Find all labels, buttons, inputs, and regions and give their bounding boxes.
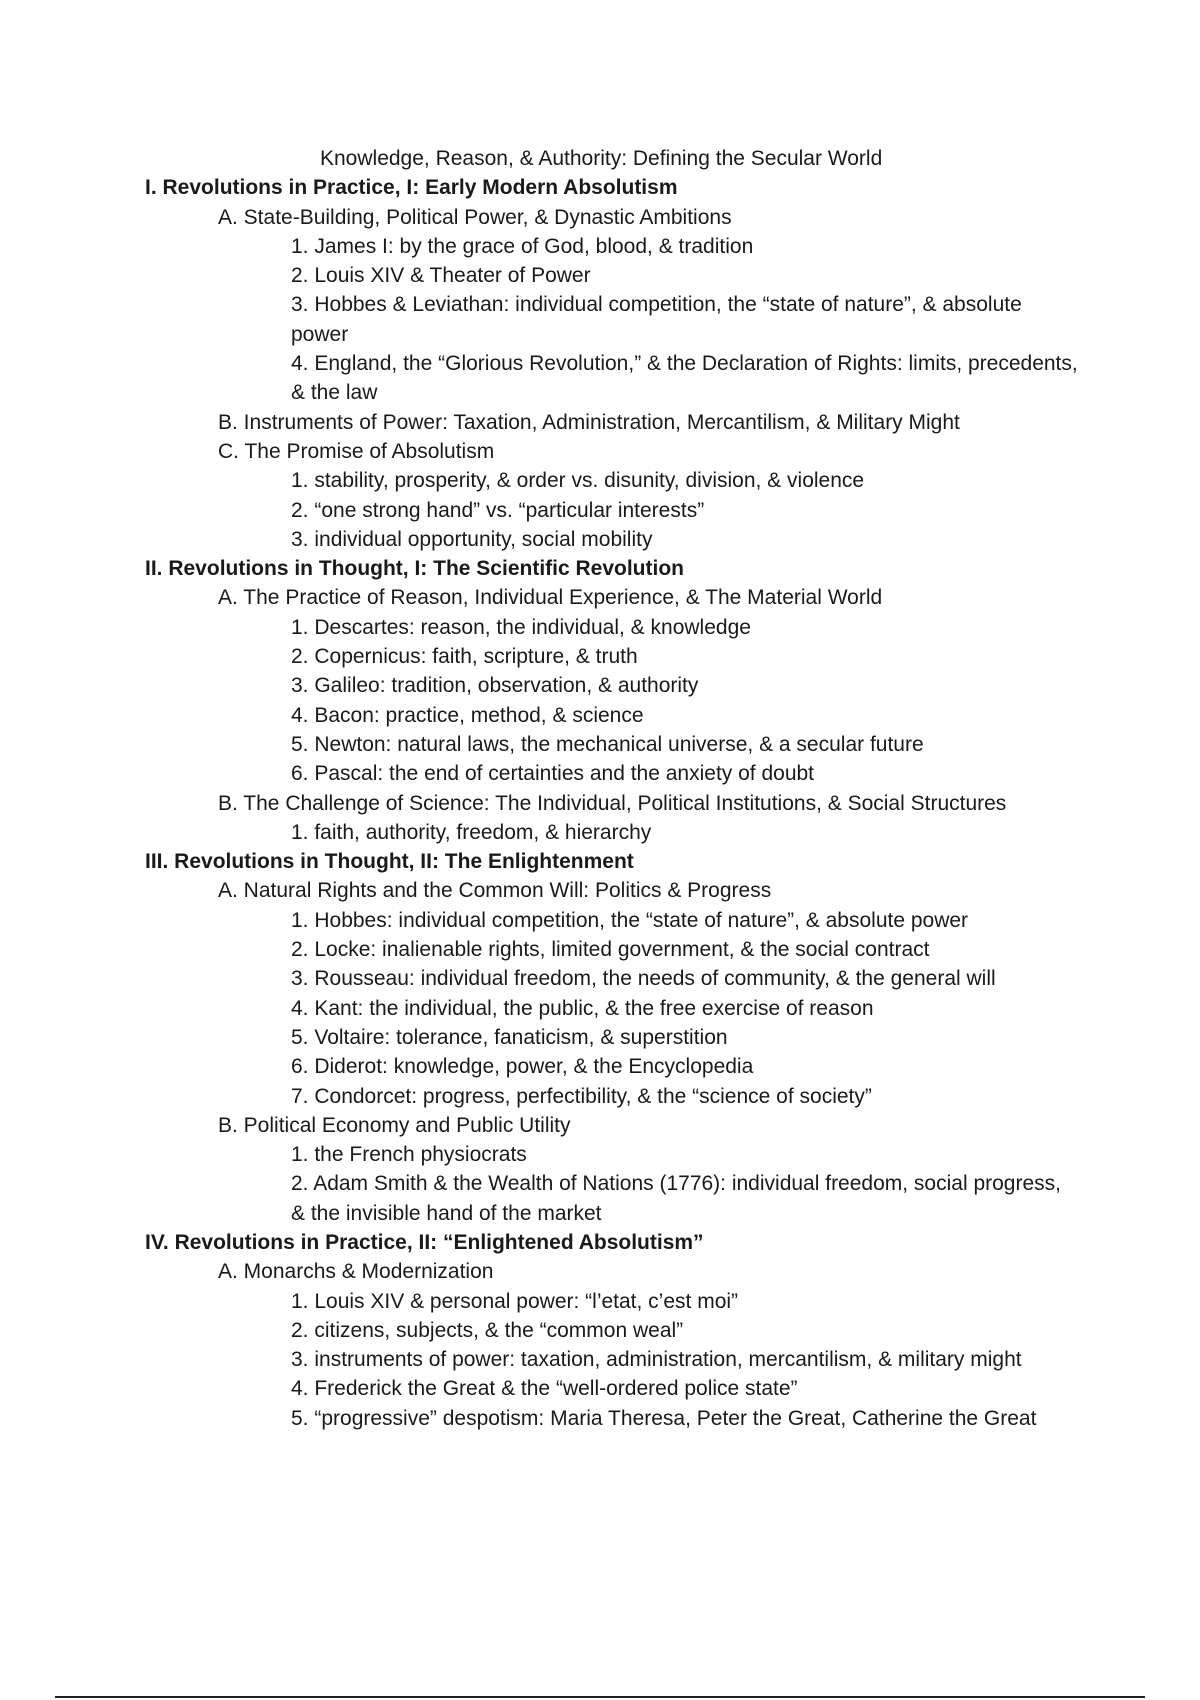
outline-item: 4. England, the “Glorious Revolution,” & the Declaration of Rights: limits, precedents, & the law [291,352,1078,405]
subsection-heading: A. State-Building, Political Power, & Dynastic Ambitions [218,205,732,229]
subsection-heading: A. Monarchs & Modernization [218,1260,494,1284]
subsection-heading: B. The Challenge of Science: The Individual, Political Institutions, & Social Structures [218,791,1007,815]
outline-item: 5. Voltaire: tolerance, fanaticism, & superstition [291,1025,728,1049]
outline-item: 6. Pascal: the end of certainties and the anxiety of doubt [291,762,815,786]
outline-item: 3. Rousseau: individual freedom, the needs of community, & the general will [291,967,996,991]
outline-item: 6. Diderot: knowledge, power, & the Encyclopedia [291,1055,754,1079]
section-heading: I. Revolutions in Practice, I: Early Modern Absolutism [145,176,678,200]
document-title: Knowledge, Reason, & Authority: Defining the Secular World [320,147,883,170]
outline-item: 1. faith, authority, freedom, & hierarchy [291,820,652,844]
outline-item: 3. instruments of power: taxation, administration, mercantilism, & military might [291,1348,1022,1372]
outline-item: 1. Hobbes: individual competition, the “state of nature”, & absolute power [291,908,969,932]
outline-item: 3. Hobbes & Leviathan: individual competition, the “state of nature”, & absolute power [291,293,1022,346]
outline-item: 2. citizens, subjects, & the “common weal” [291,1318,684,1342]
outline-item: 4. Bacon: practice, method, & science [291,703,644,727]
section-heading: III. Revolutions in Thought, II: The Enlightenment [145,850,634,874]
outline-item: 1. the French physiocrats [291,1143,527,1167]
outline-item: 2. Locke: inalienable rights, limited government, & the social contract [291,938,930,962]
outline-item: 4. Kant: the individual, the public, & the free exercise of reason [291,996,874,1020]
outline-item: 7. Condorcet: progress, perfectibility, & the “science of society” [291,1084,872,1108]
outline-item: 1. James I: by the grace of God, blood, & tradition [291,234,754,258]
outline-item: 3. Galileo: tradition, observation, & authority [291,674,699,698]
section-heading: IV. Revolutions in Practice, II: “Enlightened Absolutism” [145,1230,704,1254]
outline-item: 2. Louis XIV & Theater of Power [291,264,591,288]
outline-item: 1. Descartes: reason, the individual, & knowledge [291,615,751,639]
outline-item: 1. Louis XIV & personal power: “l’etat, c’est moi” [291,1289,739,1313]
outline-document [0,144,1200,1433]
bottom-divider [55,1696,1145,1698]
outline-item: 2. Adam Smith & the Wealth of Nations (1776): individual freedom, social progress, & the invisible hand of the market [291,1172,1061,1225]
subsection-heading: A. The Practice of Reason, Individual Experience, & The Material World [218,586,883,610]
outline-item: 1. stability, prosperity, & order vs. disunity, division, & violence [291,469,865,493]
outline-item: 5. Newton: natural laws, the mechanical universe, & a secular future [291,732,924,756]
outline-item: 2. “one strong hand” vs. “particular interests” [291,498,705,522]
subsection-heading: C. The Promise of Absolutism [218,439,495,463]
outline-item: 3. individual opportunity, social mobility [291,527,653,551]
outline-item: 2. Copernicus: faith, scripture, & truth [291,645,638,669]
outline-item: 4. Frederick the Great & the “well-ordered police state” [291,1377,798,1401]
section-heading: II. Revolutions in Thought, I: The Scientific Revolution [145,557,684,581]
subsection-heading: B. Political Economy and Public Utility [218,1113,571,1137]
subsection-heading: A. Natural Rights and the Common Will: Politics & Progress [218,879,772,903]
outline-item: 5. “progressive” despotism: Maria Theresa, Peter the Great, Catherine the Great [291,1406,1037,1430]
subsection-heading: B. Instruments of Power: Taxation, Administration, Mercantilism, & Military Might [218,410,960,434]
